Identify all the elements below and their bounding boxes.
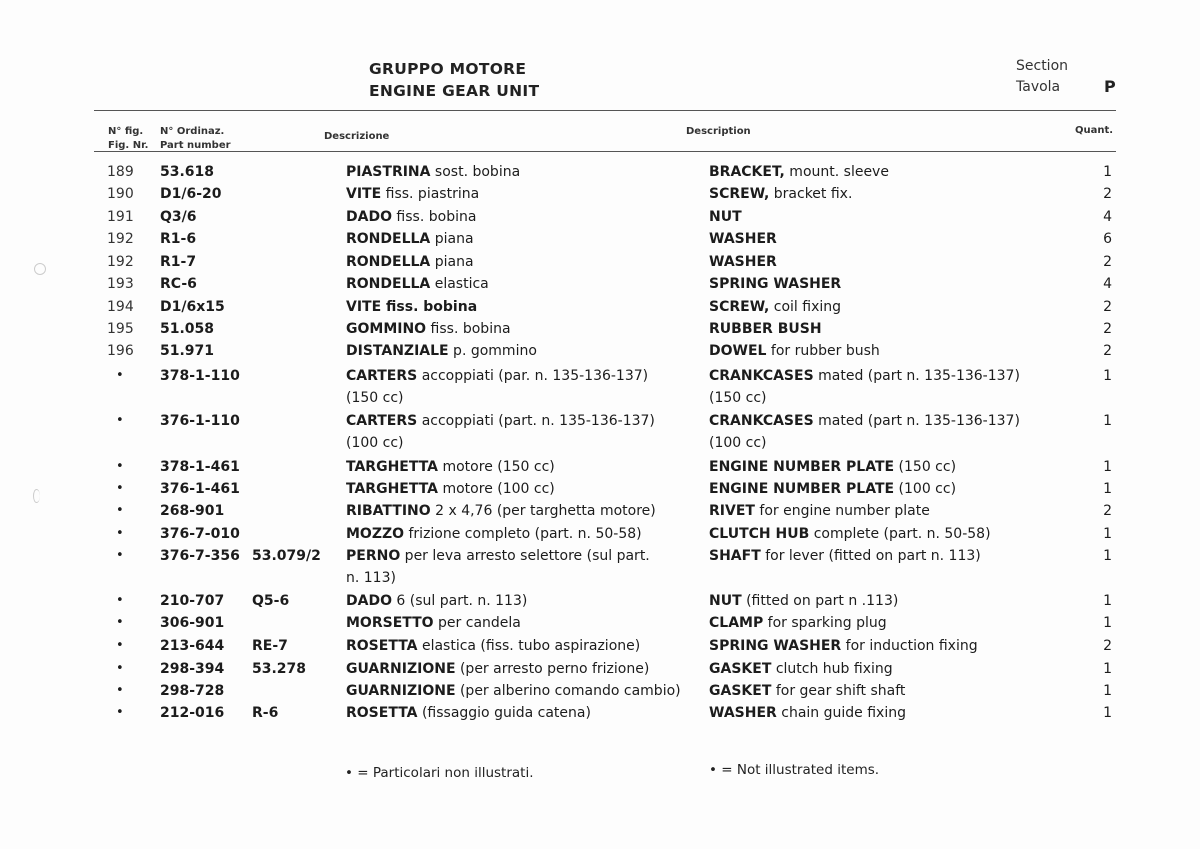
description-italian <box>346 481 555 497</box>
description-english-bold: RIVET <box>709 503 755 519</box>
description-italian-bold: DADO <box>346 593 392 609</box>
quantity: 1 <box>1103 481 1112 497</box>
description-english-rest: mount. sleeve <box>784 164 889 180</box>
description-italian-bold: MORSETTO <box>346 615 434 631</box>
quantity: 1 <box>1103 526 1112 542</box>
description-italian-rest: elastica <box>430 276 489 292</box>
part-number: R1-6 <box>160 231 197 247</box>
description-english-rest: clutch hub fixing <box>771 661 893 677</box>
col-fig-it: N° fig. <box>108 126 144 137</box>
description-italian-rest: per leva arresto selettore (sul part. <box>400 548 650 564</box>
description-italian-rest: (per arresto perno frizione) <box>455 661 650 677</box>
description-italian <box>346 683 681 699</box>
quantity: 1 <box>1103 548 1112 564</box>
description-english-rest: chain guide fixing <box>776 705 906 721</box>
table-row <box>0 683 1200 705</box>
description-italian-continued: (150 cc) <box>346 390 404 406</box>
part-number: R1-7 <box>160 254 197 270</box>
description-italian-rest: (fissaggio guida catena) <box>417 705 591 721</box>
col-part-en: Part number <box>160 140 231 151</box>
description-english <box>709 661 893 677</box>
quantity: 4 <box>1103 209 1112 225</box>
description-italian <box>346 615 521 631</box>
alt-part-number: RE-7 <box>252 638 288 654</box>
part-number: 376-7-010 <box>160 526 240 542</box>
quantity: 1 <box>1103 615 1112 631</box>
description-italian-bold: GOMMINO <box>346 321 427 337</box>
description-english <box>709 164 889 180</box>
part-number: 210-707 <box>160 593 225 609</box>
alt-part-number: 53.079/2 <box>252 548 321 564</box>
scan-mark <box>33 489 40 503</box>
description-italian <box>346 209 476 225</box>
description-english-bold: NUT <box>709 209 742 225</box>
not-illustrated-bullet: • <box>116 548 124 563</box>
description-english <box>709 638 978 654</box>
quantity: 2 <box>1103 503 1112 519</box>
description-italian-bold: DISTANZIALE <box>346 343 449 359</box>
part-number: 53.618 <box>160 164 215 180</box>
description-italian-bold: TARGHETTA <box>346 459 439 475</box>
table-row <box>0 638 1200 660</box>
quantity: 4 <box>1103 276 1112 292</box>
description-italian <box>346 164 520 180</box>
table-row <box>0 186 1200 208</box>
description-english <box>709 593 898 609</box>
description-english-bold: GASKET <box>709 683 772 699</box>
description-italian-rest: frizione completo (part. n. 50-58) <box>404 526 642 542</box>
alt-part-number: 53.278 <box>252 661 307 677</box>
description-english <box>709 276 841 292</box>
description-english <box>709 231 777 247</box>
description-english <box>709 343 880 359</box>
description-english-bold: WASHER <box>709 705 777 721</box>
part-number: 298-394 <box>160 661 225 677</box>
description-italian <box>346 459 555 475</box>
table-row <box>0 276 1200 298</box>
description-italian-rest: 2 x 4,76 (per targhetta motore) <box>430 503 656 519</box>
col-fig <box>108 125 148 153</box>
description-italian <box>346 231 474 247</box>
description-italian-bold: ROSETTA <box>346 638 418 654</box>
description-english-bold: NUT <box>709 593 742 609</box>
part-number: 268-901 <box>160 503 225 519</box>
table-row <box>0 413 1200 435</box>
quantity: 2 <box>1103 321 1112 337</box>
alt-part-number: R-6 <box>252 705 279 721</box>
description-italian-rest: accoppiati (part. n. 135-136-137) <box>417 413 655 429</box>
description-italian-rest: fiss. bobina <box>391 209 477 225</box>
description-italian <box>346 321 511 337</box>
not-illustrated-bullet: • <box>116 638 124 653</box>
col-fig-en: Fig. Nr. <box>108 140 149 151</box>
description-english <box>709 368 1020 384</box>
description-english-rest: for induction fixing <box>841 638 978 654</box>
description-italian <box>346 638 640 654</box>
description-english-rest: bracket fix. <box>769 186 853 202</box>
description-italian-continued: n. 113) <box>346 570 396 586</box>
description-english-bold: CLUTCH HUB <box>709 526 810 542</box>
description-english-bold: CRANKCASES <box>709 413 814 429</box>
description-italian-bold: GUARNIZIONE <box>346 661 456 677</box>
description-english <box>709 705 906 721</box>
table-row <box>0 526 1200 548</box>
not-illustrated-bullet: • <box>116 526 124 541</box>
description-english <box>709 481 956 497</box>
description-english <box>709 209 742 225</box>
description-english-continued: (150 cc) <box>709 390 767 406</box>
col-quantity: Quant. <box>1075 125 1114 136</box>
quantity: 2 <box>1103 186 1112 202</box>
col-part-it: N° Ordinaz. <box>160 126 225 137</box>
not-illustrated-bullet: • <box>116 705 124 720</box>
quantity: 2 <box>1103 254 1112 270</box>
description-italian-bold: RONDELLA <box>346 276 431 292</box>
part-number: 378-1-110 <box>160 368 240 384</box>
description-italian-bold: CARTERS <box>346 368 418 384</box>
description-italian-bold: RONDELLA <box>346 254 431 270</box>
description-italian-bold: RIBATTINO <box>346 503 431 519</box>
title-english: ENGINE GEAR UNIT <box>369 82 540 100</box>
not-illustrated-bullet: • <box>116 459 124 474</box>
description-english-bold: CLAMP <box>709 615 764 631</box>
fig-number: 195 <box>107 321 134 337</box>
not-illustrated-bullet: • <box>116 683 124 698</box>
description-italian-bold: DADO <box>346 209 392 225</box>
description-english <box>709 615 887 631</box>
description-english-bold: SCREW, <box>709 299 770 315</box>
description-italian <box>346 661 649 677</box>
not-illustrated-bullet: • <box>116 503 124 518</box>
description-italian-bold: PIASTRINA <box>346 164 431 180</box>
part-number: 376-1-110 <box>160 413 240 429</box>
description-italian-rest: 6 (sul part. n. 113) <box>391 593 528 609</box>
part-number: 378-1-461 <box>160 459 240 475</box>
col-description: Description <box>686 126 751 137</box>
table-row <box>0 459 1200 481</box>
description-italian <box>346 593 527 609</box>
description-english-bold: GASKET <box>709 661 772 677</box>
description-english-bold: RUBBER BUSH <box>709 321 822 337</box>
description-english <box>709 254 777 270</box>
description-english-bold: ENGINE NUMBER PLATE <box>709 481 895 497</box>
description-italian-rest: sost. bobina <box>430 164 521 180</box>
description-italian <box>346 526 642 542</box>
table-row <box>0 321 1200 343</box>
scan-mark <box>34 263 46 275</box>
section-label: Section <box>1016 58 1069 74</box>
description-english-bold: SPRING WASHER <box>709 638 842 654</box>
not-illustrated-bullet: • <box>116 368 124 383</box>
quantity: 1 <box>1103 164 1112 180</box>
table-row <box>0 548 1200 570</box>
description-english-rest: for lever (fitted on part n. 113) <box>760 548 981 564</box>
legend-italian: • = Particolari non illustrati. <box>345 765 534 781</box>
fig-number: 193 <box>107 276 134 292</box>
description-italian <box>346 276 489 292</box>
description-italian-rest: piana <box>430 254 474 270</box>
fig-number: 192 <box>107 231 134 247</box>
title-italian: GRUPPO MOTORE <box>369 60 527 78</box>
description-english-bold: DOWEL <box>709 343 767 359</box>
description-english-rest: (100 cc) <box>894 481 957 497</box>
not-illustrated-bullet: • <box>116 615 124 630</box>
description-italian <box>346 503 656 519</box>
description-italian-bold: MOZZO <box>346 526 405 542</box>
description-italian <box>346 368 648 384</box>
description-italian-rest: fiss. bobina <box>426 321 511 337</box>
document-title <box>369 58 539 102</box>
tavola-label: Tavola <box>1016 79 1061 95</box>
description-english-bold: SHAFT <box>709 548 761 564</box>
fig-number: 190 <box>107 186 134 202</box>
quantity: 1 <box>1103 705 1112 721</box>
not-illustrated-bullet: • <box>116 593 124 608</box>
description-english <box>709 459 956 475</box>
part-number: 376-1-461 <box>160 481 240 497</box>
description-italian <box>346 299 477 315</box>
tavola-value: P <box>1104 77 1116 96</box>
fig-number: 192 <box>107 254 134 270</box>
description-english-rest: mated (part n. 135-136-137) <box>813 368 1020 384</box>
alt-part-number: Q5-6 <box>252 593 290 609</box>
description-english-bold: SPRING WASHER <box>709 276 842 292</box>
description-english-rest: for engine number plate <box>754 503 930 519</box>
table-row <box>0 368 1200 390</box>
table-row <box>0 231 1200 253</box>
description-italian <box>346 254 474 270</box>
description-english-rest: (150 cc) <box>894 459 957 475</box>
description-italian-rest: accoppiati (par. n. 135-136-137) <box>417 368 649 384</box>
description-english-continued: (100 cc) <box>709 435 767 451</box>
description-italian <box>346 413 655 429</box>
description-english <box>709 299 841 315</box>
description-italian <box>346 186 479 202</box>
part-number: 212-016 <box>160 705 225 721</box>
description-english <box>709 503 930 519</box>
part-number: 376-7-356 <box>160 548 240 564</box>
quantity: 2 <box>1103 343 1112 359</box>
description-english <box>709 321 822 337</box>
description-english-rest: for gear shift shaft <box>771 683 906 699</box>
table-row <box>0 593 1200 615</box>
quantity: 2 <box>1103 638 1112 654</box>
part-number: 306-901 <box>160 615 225 631</box>
description-english-rest: (fitted on part n .113) <box>741 593 899 609</box>
description-english-rest: mated (part n. 135-136-137) <box>813 413 1020 429</box>
description-english-bold: BRACKET, <box>709 164 785 180</box>
quantity: 1 <box>1103 683 1112 699</box>
description-italian-bold: RONDELLA <box>346 231 431 247</box>
table-row <box>0 164 1200 186</box>
description-italian-bold: PERNO <box>346 548 401 564</box>
description-italian-rest: (per alberino comando cambio) <box>455 683 681 699</box>
legend-english: • = Not illustrated items. <box>709 762 880 778</box>
description-english-rest: coil fixing <box>769 299 842 315</box>
table-row <box>0 209 1200 231</box>
description-italian-rest: motore (100 cc) <box>438 481 555 497</box>
table-row <box>0 481 1200 503</box>
description-italian-bold: TARGHETTA <box>346 481 439 497</box>
table-row <box>0 615 1200 637</box>
part-number: RC-6 <box>160 276 197 292</box>
not-illustrated-bullet: • <box>116 413 124 428</box>
table-row <box>0 254 1200 276</box>
col-descrizione: Descrizione <box>324 131 390 142</box>
section-label-block <box>1016 56 1068 98</box>
description-italian-bold: CARTERS <box>346 413 418 429</box>
part-number: D1/6x15 <box>160 299 225 315</box>
table-row <box>0 705 1200 727</box>
description-italian-continued: (100 cc) <box>346 435 404 451</box>
col-part <box>160 125 231 153</box>
quantity: 1 <box>1103 459 1112 475</box>
description-english-bold: WASHER <box>709 231 777 247</box>
description-italian-rest: elastica (fiss. tubo aspirazione) <box>417 638 641 654</box>
description-italian-bold: VITE <box>346 186 382 202</box>
description-italian-rest: motore (150 cc) <box>438 459 555 475</box>
description-english <box>709 413 1020 429</box>
description-italian <box>346 548 650 564</box>
part-number: 51.058 <box>160 321 215 337</box>
description-italian-rest: fiss. piastrina <box>381 186 480 202</box>
table-row <box>0 299 1200 321</box>
table-row <box>0 661 1200 683</box>
quantity: 6 <box>1103 231 1112 247</box>
description-english-bold: WASHER <box>709 254 777 270</box>
description-english-rest: complete (part. n. 50-58) <box>809 526 991 542</box>
quantity: 1 <box>1103 368 1112 384</box>
description-italian-rest: per candela <box>433 615 521 631</box>
description-italian-rest: piana <box>430 231 474 247</box>
description-english-rest: for sparking plug <box>763 615 887 631</box>
fig-number: 196 <box>107 343 134 359</box>
description-english-rest: for rubber bush <box>766 343 880 359</box>
not-illustrated-bullet: • <box>116 481 124 496</box>
quantity: 1 <box>1103 593 1112 609</box>
fig-number: 189 <box>107 164 134 180</box>
table-row <box>0 503 1200 525</box>
description-english <box>709 548 981 564</box>
description-italian-bold: ROSETTA <box>346 705 418 721</box>
description-english <box>709 683 905 699</box>
description-italian <box>346 705 591 721</box>
description-italian-bold: GUARNIZIONE <box>346 683 456 699</box>
quantity: 2 <box>1103 299 1112 315</box>
description-english-bold: CRANKCASES <box>709 368 814 384</box>
description-italian-bold: VITE fiss. bobina <box>346 299 478 315</box>
header-rule-top <box>94 110 1116 111</box>
part-number: D1/6-20 <box>160 186 222 202</box>
part-number: 51.971 <box>160 343 215 359</box>
description-italian <box>346 343 537 359</box>
not-illustrated-bullet: • <box>116 661 124 676</box>
quantity: 1 <box>1103 413 1112 429</box>
part-number: 298-728 <box>160 683 225 699</box>
fig-number: 194 <box>107 299 134 315</box>
description-english <box>709 186 852 202</box>
description-english-bold: SCREW, <box>709 186 770 202</box>
table-row <box>0 343 1200 365</box>
header-rule-bottom <box>94 151 1116 152</box>
description-english <box>709 526 991 542</box>
description-english-bold: ENGINE NUMBER PLATE <box>709 459 895 475</box>
fig-number: 191 <box>107 209 134 225</box>
quantity: 1 <box>1103 661 1112 677</box>
part-number: 213-644 <box>160 638 225 654</box>
part-number: Q3/6 <box>160 209 197 225</box>
description-italian-rest: p. gommino <box>448 343 537 359</box>
